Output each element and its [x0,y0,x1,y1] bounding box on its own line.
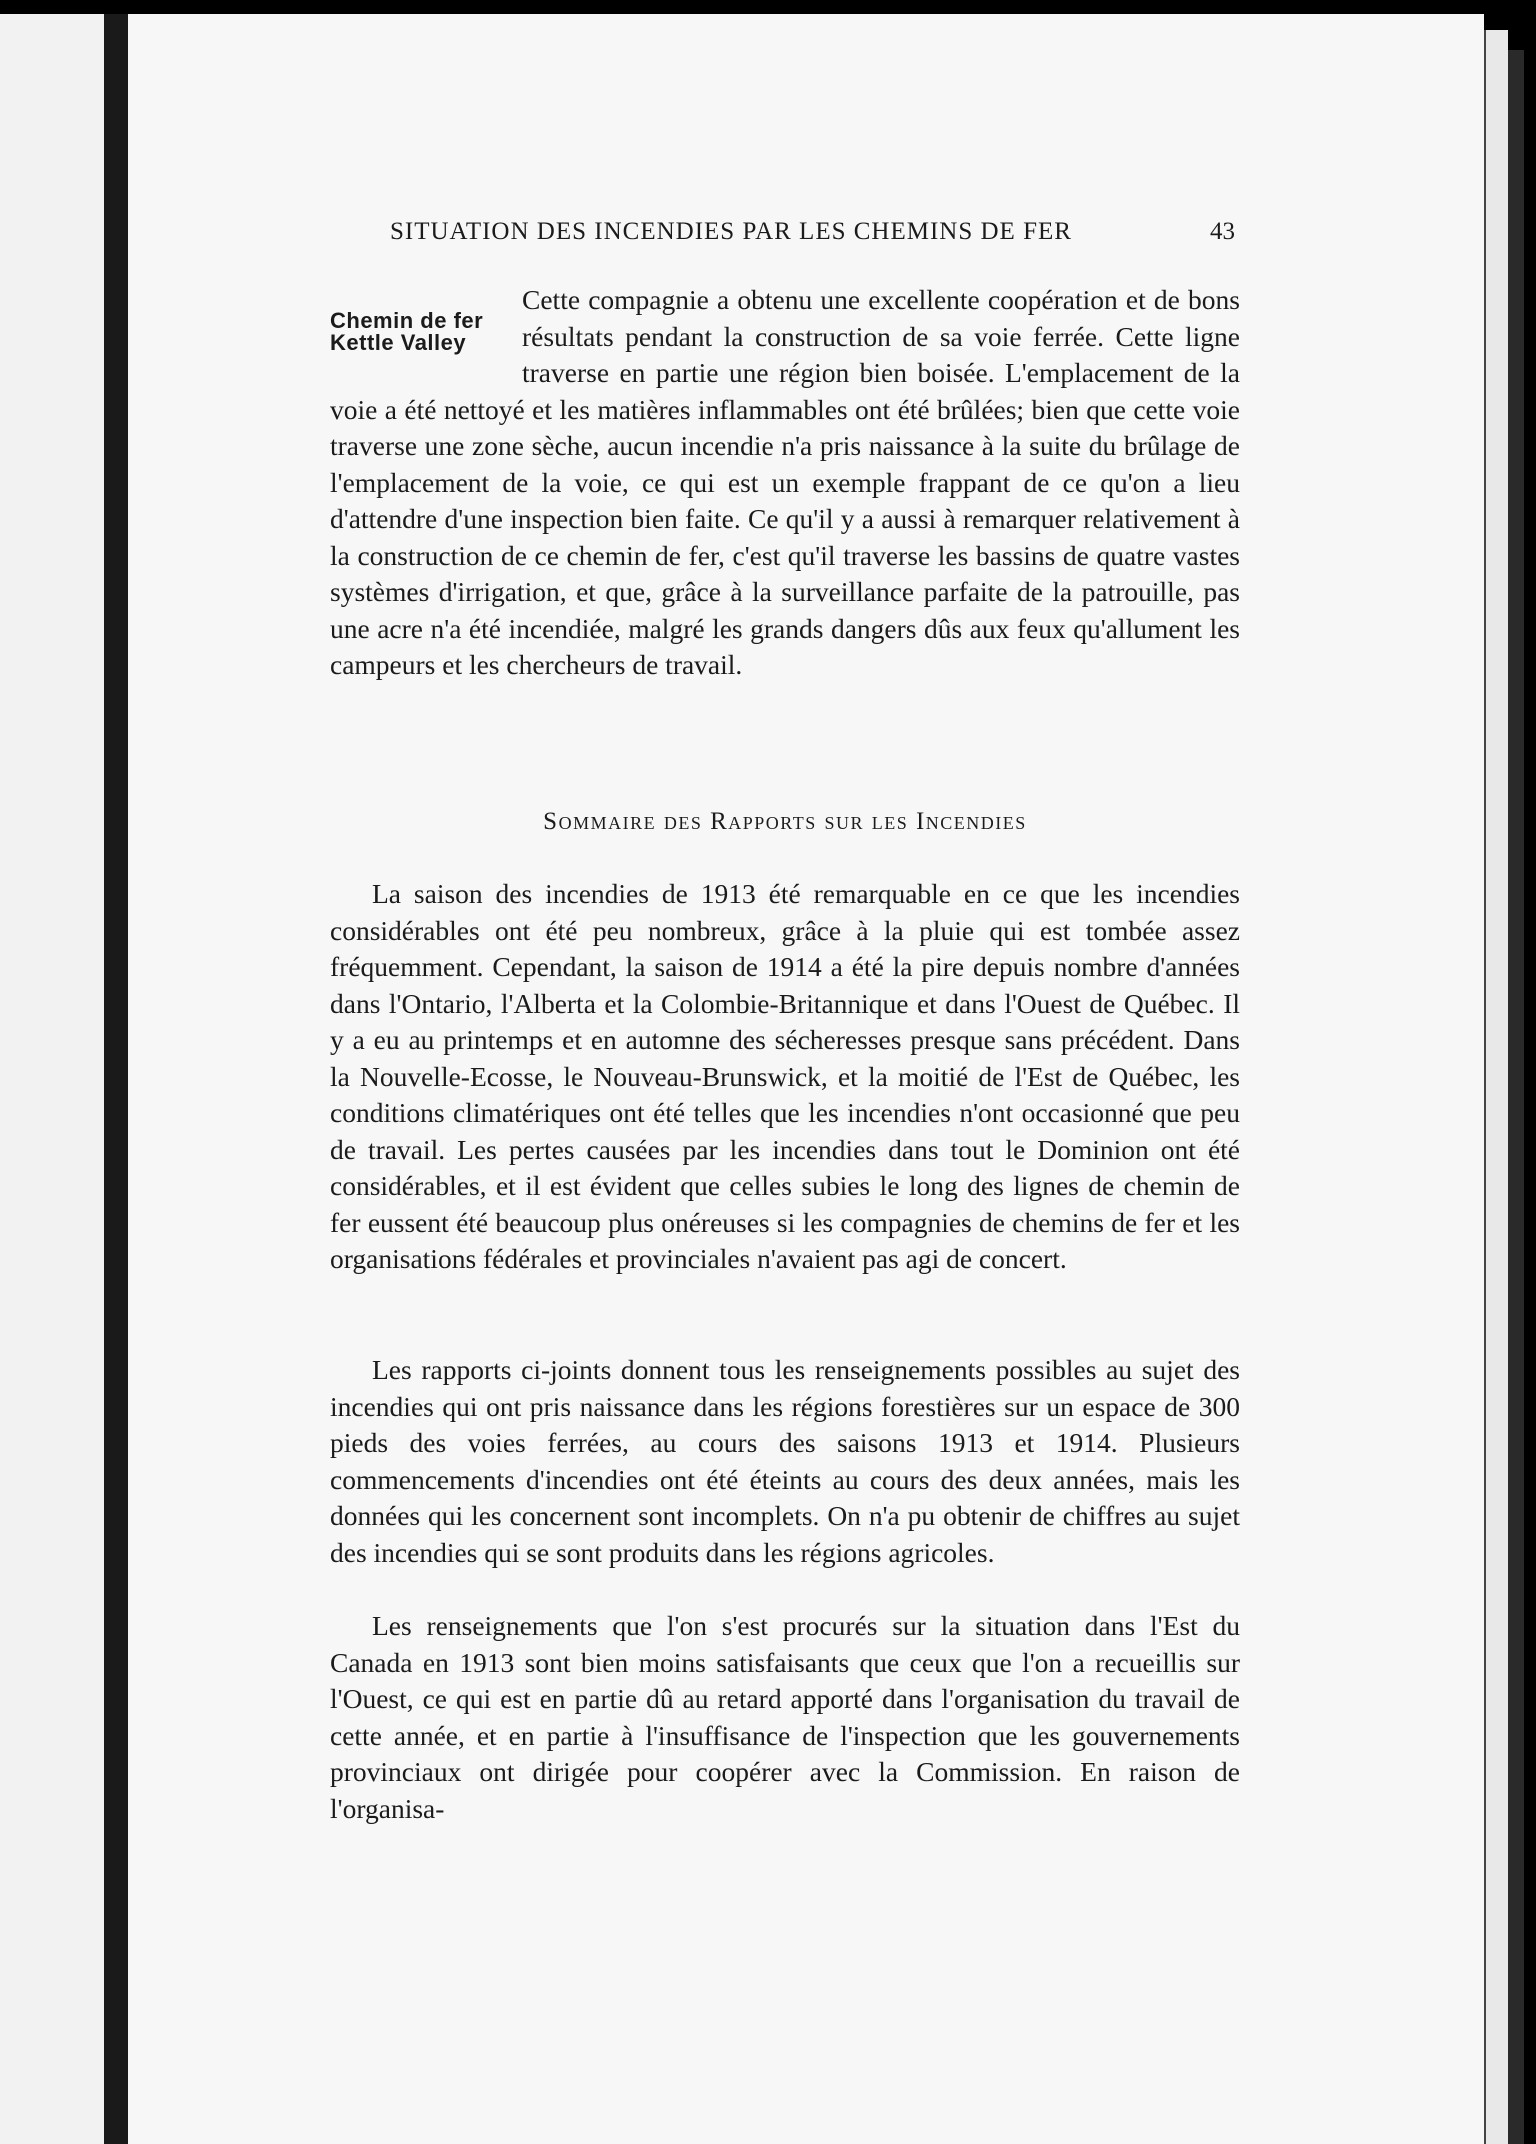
section-title: Sommaire des Rapports sur les Incendies [543,808,1027,835]
sidenote-line-2: Kettle Valley [330,330,467,355]
sidenote-line-1: Chemin de fer [330,308,484,333]
sidenote [330,310,510,354]
binding-edge [1508,50,1524,2144]
paragraph-text: Cette compagnie a obtenu une excellente coopération et de bons résultats pendant la construction de sa voie ferrée. Cette ligne traverse en partie une région bien boisée. L'emplacement de la voie a été nettoyé et les matières inflammables ont été brûlées; bien que cette voie traverse une zone sèche, aucun incendie n'a pris naissance à la suite du brûlage de l'emplacement de la voie, ce qui est un exemple frappant de ce qu'on a lieu d'attendre d'une inspection bien faite. Ce qu'il y a aussi à remarquer relativement à la construction de ce chemin de fer, c'est qu'il traverse les bassins de quatre vastes systèmes d'irrigation, et que, grâce à la surveillance parfaite de la patrouille, pas une acre n'a été incendiée, malgré les grands dangers dûs aux feux qu'allument les campeurs et les chercheurs de travail. [330,284,1240,680]
page-stack-edge [1484,30,1508,2144]
paragraph-reports: Les rapports ci-joints donnent tous les renseignements possibles au sujet des incendies qui ont pris naissance dans les régions forestières sur un espace de 300 pieds des voies ferrées, au cours des saisons 1913 et 1914. Plusieurs commencements d'incendies ont été éteints au cours des deux années, mais les données qui les concernent sont incomplets. On n'a pu obtenir de chiffres au sujet des incendies qui se sont produits dans les régions agricoles. [330,1354,1240,1568]
paragraph-eastern-canada: Les renseignements que l'on s'est procurés sur la situation dans l'Est du Canada en 1913 sont bien moins satisfaisants que ceux que l'on a recueillis sur l'Ouest, ce qui est en partie dû au retard apporté dans l'organisation du travail de cette année, et en partie à l'insuffisance de l'inspection que les gouvernements provinciaux ont dirigée pour coopérer avec la Commission. En raison de l'organisa- [330,1610,1240,1824]
running-head: SITUATION DES INCENDIES PAR LES CHEMINS DE FER [390,218,1072,245]
facing-page-edge [0,14,108,2144]
paragraph-season-summary: La saison des incendies de 1913 été remarquable en ce que les incendies considérables ont été peu nombreux, grâce à la pluie qui est tombée assez fréquemment. Cependant, la saison de 1914 a été la pire depuis nombre d'années dans l'Ontario, l'Alberta et la Colombie-Britannique et dans l'Ouest de Québec. Il y a eu au printemps et en automne des sécheresses presque sans précédent. Dans la Nouvelle-Ecosse, le Nouveau-Brunswick, et la moitié de l'Est de Québec, les conditions climatériques ont été telles que les incendies n'ont occasionné que peu de travail. Les pertes causées par les incendies dans tout le Dominion ont été considérables, et il est évident que celles subies le long des lignes de chemin de fer eussent été beaucoup plus onéreuses si les compagnies de chemins de fer et les organisations fédérales et provinciales n'avaient pas agi de concert. [330,878,1240,1274]
gutter-shadow [104,14,128,2144]
page-number: 43 [1210,218,1235,245]
